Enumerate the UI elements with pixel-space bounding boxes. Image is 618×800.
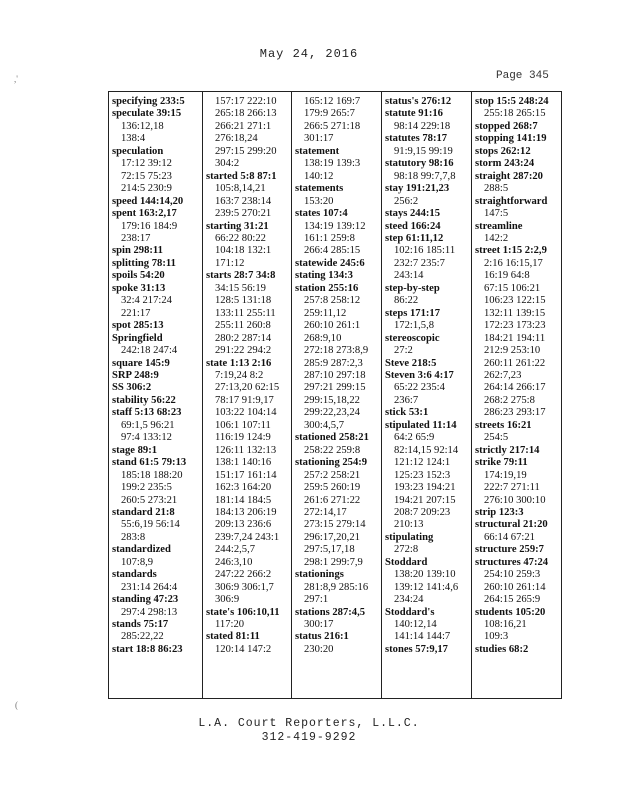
index-entry-reference: 236:7 xyxy=(394,394,419,406)
index-entry-reference: 16:19 64:8 xyxy=(484,270,530,282)
index-entry-reference: 280:2 287:14 xyxy=(215,332,272,344)
index-entry-reference: 174:19,19 xyxy=(484,469,527,481)
index-entry-term: start 18:8 86:23 xyxy=(112,643,183,655)
index-entry-reference: 86:22 xyxy=(394,295,419,307)
index-entry-reference: 132:11 139:15 xyxy=(484,307,546,319)
index-entry-reference: 126:11 132:13 xyxy=(215,444,277,456)
index-entry-reference: 212:9 253:10 xyxy=(484,345,541,357)
index-column-4 xyxy=(381,92,471,698)
index-entry-reference: 297:15 299:20 xyxy=(215,145,277,157)
index-entry-reference: 138:20 139:10 xyxy=(394,569,456,581)
index-entry-term: stating 134:3 xyxy=(295,270,353,282)
index-entry-reference: 210:13 xyxy=(394,519,424,531)
index-entry-term: statements xyxy=(295,183,344,195)
index-entry-reference: 121:12 124:1 xyxy=(394,457,451,469)
index-entry-term: streets 16:21 xyxy=(475,419,532,431)
index-entry-reference: 120:14 147:2 xyxy=(215,643,272,655)
index-entry-reference: 125:23 152:3 xyxy=(394,469,451,481)
index-entry-reference: 104:18 132:1 xyxy=(215,245,272,257)
index-entry-term: street 1:15 2:2,9 xyxy=(475,245,547,257)
page-number: Page 345 xyxy=(496,70,549,82)
index-entry-term: state 1:13 2:16 xyxy=(206,357,272,369)
index-entry-term: Steven 3:6 4:17 xyxy=(385,369,454,381)
index-entry-reference: 105:8,14,21 xyxy=(215,183,266,195)
index-entry-reference: 161:1 259:8 xyxy=(304,232,355,244)
index-entry-reference: 55:6,19 56:14 xyxy=(121,519,180,531)
index-entry-reference: 287:10 297:18 xyxy=(304,369,366,381)
index-entry-term: strip 123:3 xyxy=(475,506,524,518)
transcript-date: May 24, 2016 xyxy=(259,47,359,61)
index-entry-reference: 171:12 xyxy=(215,257,245,269)
index-entry-reference: 260:10 261:1 xyxy=(304,320,361,332)
index-entry-reference: 299:22,23,24 xyxy=(304,407,360,419)
index-entry-term: stay 191:21,23 xyxy=(385,183,450,195)
index-column-1 xyxy=(109,92,202,698)
index-entry-term: speed 144:14,20 xyxy=(112,195,184,207)
index-entry-reference: 297:4 298:13 xyxy=(121,606,178,618)
index-entry-reference: 297:5,17,18 xyxy=(304,544,355,556)
index-entry-reference: 193:23 194:21 xyxy=(394,482,456,494)
index-entry-reference: 184:13 206:19 xyxy=(215,506,277,518)
index-entry-reference: 239:5 270:21 xyxy=(215,208,272,220)
index-entry-reference: 283:8 xyxy=(121,531,146,543)
index-entry-term: statewide 245:6 xyxy=(295,257,365,269)
index-entry-reference: 66:22 80:22 xyxy=(215,232,266,244)
index-entry-term: stand 61:5 79:13 xyxy=(112,457,187,469)
index-entry-reference: 257:8 258:12 xyxy=(304,295,361,307)
index-entry-reference: 163:7 238:14 xyxy=(215,195,272,207)
index-entry-reference: 214:5 230:9 xyxy=(121,183,172,195)
index-entry-term: standing 47:23 xyxy=(112,594,179,606)
index-entry-reference: 64:2 65:9 xyxy=(394,432,435,444)
index-entry-reference: 222:7 271:11 xyxy=(484,482,540,494)
index-entry-reference: 272:8 xyxy=(394,544,419,556)
index-entry-term: stopping 141:19 xyxy=(475,133,547,145)
index-entry-term: stipulating xyxy=(385,531,434,543)
index-entry-reference: 306:9 306:1,7 xyxy=(215,581,274,593)
index-entry-reference: 273:15 279:14 xyxy=(304,519,366,531)
index-entry-term: step 61:11,12 xyxy=(385,232,444,244)
index-entry-term: straightforward xyxy=(475,195,548,207)
index-entry-reference: 266:5 271:18 xyxy=(304,120,361,132)
index-entry-term: stands 75:17 xyxy=(112,619,169,631)
index-entry-term: structures 47:24 xyxy=(475,556,549,568)
index-entry-term: spin 298:11 xyxy=(112,245,163,257)
index-entry-term: statute 91:16 xyxy=(385,108,443,120)
index-entry-term: stones 57:9,17 xyxy=(385,643,448,655)
index-entry-term: stage 89:1 xyxy=(112,444,158,456)
index-entry-reference: 128:5 131:18 xyxy=(215,295,272,307)
footer-company: L.A. Court Reporters, L.L.C. xyxy=(198,717,420,730)
index-entry-reference: 133:11 255:11 xyxy=(215,307,276,319)
index-entry-reference: 27:2 xyxy=(394,345,413,357)
index-entry-term: stated 81:11 xyxy=(206,631,260,643)
index-entry-term: structure 259:7 xyxy=(475,544,544,556)
index-entry-reference: 98:18 99:7,7,8 xyxy=(394,170,456,182)
margin-mark: ,' xyxy=(14,74,18,84)
index-entry-reference: 157:17 222:10 xyxy=(215,96,277,107)
index-entry-reference: 268:9,10 xyxy=(304,332,342,344)
index-entry-term: stops 262:12 xyxy=(475,145,531,157)
index-entry-reference: 139:12 141:4,6 xyxy=(394,581,459,593)
index-entry-reference: 103:22 104:14 xyxy=(215,407,277,419)
index-entry-reference: 34:15 56:19 xyxy=(215,282,266,294)
index-entry-reference: 172:23 173:23 xyxy=(484,320,546,332)
index-entry-term: spoils 54:20 xyxy=(112,270,165,282)
index-entry-term: steed 166:24 xyxy=(385,220,441,232)
index-entry-reference: 181:14 184:5 xyxy=(215,494,272,506)
index-entry-term: stability 56:22 xyxy=(112,394,176,406)
index-entry-reference: 239:7,24 243:1 xyxy=(215,531,280,543)
index-entry-reference: 264:14 266:17 xyxy=(484,382,546,394)
index-entry-reference: 254:5 xyxy=(484,432,509,444)
index-entry-reference: 304:2 xyxy=(215,158,240,170)
index-entry-term: stereoscopic xyxy=(385,332,440,344)
index-entry-term: stipulated 11:14 xyxy=(385,419,457,431)
index-entry-reference: 272:18 273:8,9 xyxy=(304,345,369,357)
index-entry-reference: 194:21 207:15 xyxy=(394,494,456,506)
index-entry-reference: 258:22 259:8 xyxy=(304,444,361,456)
index-entry-reference: 91:9,15 99:19 xyxy=(394,145,453,157)
index-entry-term: staff 5:13 68:23 xyxy=(112,407,182,419)
index-entry-reference: 286:23 293:17 xyxy=(484,407,546,419)
index-entry-reference: 259:11,12 xyxy=(304,307,347,319)
index-entry-reference: 136:12,18 xyxy=(121,120,164,132)
index-entry-reference: 153:20 xyxy=(304,195,334,207)
index-entry-reference: 234:24 xyxy=(394,594,424,606)
index-entry-reference: 242:18 247:4 xyxy=(121,345,178,357)
index-entry-term: square 145:9 xyxy=(112,357,170,369)
index-entry-term: starts 28:7 34:8 xyxy=(206,270,276,282)
index-table xyxy=(108,91,562,699)
index-entry-reference: 117:20 xyxy=(215,619,245,631)
index-entry-reference: 134:19 139:12 xyxy=(304,220,366,232)
index-entry-reference: 97:4 133:12 xyxy=(121,432,172,444)
index-entry-reference: 138:19 139:3 xyxy=(304,158,361,170)
index-entry-reference: 231:14 264:4 xyxy=(121,581,178,593)
index-entry-reference: 255:11 260:8 xyxy=(215,320,271,332)
index-entry-term: speculation xyxy=(112,145,164,157)
index-entry-reference: 108:16,21 xyxy=(484,619,527,631)
index-entry-reference: 243:14 xyxy=(394,270,424,282)
index-entry-reference: 2:16 16:15,17 xyxy=(484,257,543,269)
index-entry-term: studies 68:2 xyxy=(475,643,529,655)
index-entry-reference: 106:1 107:11 xyxy=(215,419,271,431)
index-entry-reference: 184:21 194:11 xyxy=(484,332,546,344)
index-entry-reference: 300:17 xyxy=(304,619,334,631)
index-entry-reference: 141:14 144:7 xyxy=(394,631,451,643)
index-entry-term: spot 285:13 xyxy=(112,320,164,332)
index-entry-reference: 268:2 275:8 xyxy=(484,394,535,406)
index-column-2 xyxy=(202,92,291,698)
index-entry-reference: 260:10 261:14 xyxy=(484,581,546,593)
index-entry-term: spent 163:2,17 xyxy=(112,208,177,220)
index-entry-term: Springfield xyxy=(112,332,163,344)
index-entry-reference: 102:16 185:11 xyxy=(394,245,456,257)
index-entry-term: station 255:16 xyxy=(295,282,359,294)
index-entry-reference: 266:4 285:15 xyxy=(304,245,361,257)
index-entry-reference: 209:13 236:6 xyxy=(215,519,272,531)
index-column-5 xyxy=(471,92,563,698)
index-entry-term: SS 306:2 xyxy=(112,382,152,394)
index-entry-reference: 299:15,18,22 xyxy=(304,394,360,406)
index-entry-reference: 257:2 258:21 xyxy=(304,469,361,481)
index-entry-term: statutes 78:17 xyxy=(385,133,448,145)
index-entry-reference: 291:22 294:2 xyxy=(215,345,272,357)
index-entry-term: specifying 233:5 xyxy=(112,96,185,107)
index-entry-reference: 82:14,15 92:14 xyxy=(394,444,459,456)
index-entry-term: standard 21:8 xyxy=(112,506,175,518)
index-entry-reference: 78:17 91:9,17 xyxy=(215,394,274,406)
index-entry-reference: 208:7 209:23 xyxy=(394,506,451,518)
index-entry-reference: 140:12 xyxy=(304,170,334,182)
index-entry-term: speculate 39:15 xyxy=(112,108,182,120)
index-entry-term: stop 15:5 248:24 xyxy=(475,96,549,107)
margin-mark: ( xyxy=(15,700,18,710)
index-entry-term: standardized xyxy=(112,544,171,556)
index-entry-reference: 116:19 124:9 xyxy=(215,432,271,444)
index-entry-reference: 27:13,20 62:15 xyxy=(215,382,280,394)
index-entry-reference: 179:16 184:9 xyxy=(121,220,178,232)
index-entry-term: stopped 268:7 xyxy=(475,120,538,132)
index-entry-term: states 107:4 xyxy=(295,208,348,220)
index-entry-term: strike 79:11 xyxy=(475,457,528,469)
index-entry-reference: 151:17 161:14 xyxy=(215,469,277,481)
index-entry-reference: 259:5 260:19 xyxy=(304,482,361,494)
index-entry-reference: 306:9 xyxy=(215,594,240,606)
index-entry-reference: 142:2 xyxy=(484,232,509,244)
index-entry-term: started 5:8 87:1 xyxy=(206,170,277,182)
index-entry-term: straight 287:20 xyxy=(475,170,543,182)
index-entry-reference: 264:15 265:9 xyxy=(484,594,541,606)
index-entry-term: Steve 218:5 xyxy=(385,357,437,369)
index-entry-term: students 105:20 xyxy=(475,606,546,618)
index-entry-term: SRP 248:9 xyxy=(112,369,159,381)
index-entry-reference: 109:3 xyxy=(484,631,509,643)
index-entry-reference: 66:14 67:21 xyxy=(484,531,535,543)
index-entry-reference: 147:5 xyxy=(484,208,509,220)
index-entry-term: stationed 258:21 xyxy=(295,432,369,444)
index-column-3 xyxy=(291,92,381,698)
index-entry-term: statement xyxy=(295,145,340,157)
index-entry-reference: 300:4,5,7 xyxy=(304,419,345,431)
index-entry-term: stationing 254:9 xyxy=(295,457,368,469)
index-entry-term: streamline xyxy=(475,220,523,232)
index-entry-reference: 276:10 300:10 xyxy=(484,494,546,506)
index-entry-reference: 260:5 273:21 xyxy=(121,494,178,506)
index-entry-reference: 230:20 xyxy=(304,643,334,655)
index-entry-term: Stoddard's xyxy=(385,606,435,618)
footer-phone: 312-419-9292 xyxy=(261,731,357,744)
index-entry-reference: 272:14,17 xyxy=(304,506,347,518)
index-entry-reference: 265:18 266:13 xyxy=(215,108,277,120)
index-entry-term: statutory 98:16 xyxy=(385,158,454,170)
index-entry-reference: 297:1 xyxy=(304,594,329,606)
index-entry-term: storm 243:24 xyxy=(475,158,535,170)
index-entry-term: strictly 217:14 xyxy=(475,444,540,456)
index-entry-reference: 296:17,20,21 xyxy=(304,531,360,543)
index-entry-reference: 246:3,10 xyxy=(215,556,253,568)
index-entry-reference: 298:1 299:7,9 xyxy=(304,556,363,568)
index-entry-reference: 254:10 259:3 xyxy=(484,569,541,581)
index-entry-reference: 199:2 235:5 xyxy=(121,482,172,494)
index-entry-reference: 288:5 xyxy=(484,183,509,195)
index-entry-term: stationings xyxy=(295,569,344,581)
index-entry-reference: 32:4 217:24 xyxy=(121,295,172,307)
index-entry-reference: 260:11 261:22 xyxy=(484,357,546,369)
index-entry-reference: 140:12,14 xyxy=(394,619,437,631)
index-entry-reference: 238:17 xyxy=(121,232,151,244)
index-entry-reference: 69:1,5 96:21 xyxy=(121,419,175,431)
index-entry-reference: 185:18 188:20 xyxy=(121,469,183,481)
index-entry-term: starting 31:21 xyxy=(206,220,269,232)
index-entry-reference: 138:1 140:16 xyxy=(215,457,272,469)
index-entry-reference: 17:12 39:12 xyxy=(121,158,172,170)
index-entry-term: Stoddard xyxy=(385,556,428,568)
index-entry-reference: 107:8,9 xyxy=(121,556,154,568)
index-entry-term: standards xyxy=(112,569,157,581)
index-entry-reference: 179:9 265:7 xyxy=(304,108,355,120)
index-entry-reference: 7:19,24 8:2 xyxy=(215,369,264,381)
index-entry-reference: 285:22,22 xyxy=(121,631,164,643)
index-entry-reference: 138:4 xyxy=(121,133,146,145)
index-entry-reference: 285:9 287:2,3 xyxy=(304,357,363,369)
index-entry-reference: 256:2 xyxy=(394,195,419,207)
index-entry-term: structural 21:20 xyxy=(475,519,548,531)
index-entry-term: step-by-step xyxy=(385,282,440,294)
index-entry-reference: 247:22 266:2 xyxy=(215,569,272,581)
index-entry-reference: 172:1,5,8 xyxy=(394,320,435,332)
index-entry-term: stays 244:15 xyxy=(385,208,441,220)
index-entry-term: spoke 31:13 xyxy=(112,282,166,294)
index-entry-term: status 216:1 xyxy=(295,631,349,643)
index-entry-reference: 67:15 106:21 xyxy=(484,282,541,294)
index-entry-reference: 266:21 271:1 xyxy=(215,120,272,132)
index-entry-reference: 301:17 xyxy=(304,133,334,145)
index-entry-term: stations 287:4,5 xyxy=(295,606,366,618)
index-entry-reference: 262:7,23 xyxy=(484,369,522,381)
index-entry-term: state's 106:10,11 xyxy=(206,606,280,618)
index-entry-term: status's 276:12 xyxy=(385,96,452,107)
index-entry-reference: 276:18,24 xyxy=(215,133,258,145)
index-entry-term: steps 171:17 xyxy=(385,307,441,319)
index-entry-reference: 255:18 265:15 xyxy=(484,108,546,120)
index-entry-reference: 98:14 229:18 xyxy=(394,120,451,132)
index-entry-reference: 281:8,9 285:16 xyxy=(304,581,369,593)
index-entry-reference: 232:7 235:7 xyxy=(394,257,445,269)
index-entry-reference: 297:21 299:15 xyxy=(304,382,366,394)
index-entry-reference: 106:23 122:15 xyxy=(484,295,546,307)
index-entry-reference: 165:12 169:7 xyxy=(304,96,361,107)
index-entry-term: splitting 78:11 xyxy=(112,257,176,269)
index-entry-reference: 221:17 xyxy=(121,307,151,319)
index-entry-reference: 244:2,5,7 xyxy=(215,544,256,556)
index-entry-reference: 72:15 75:23 xyxy=(121,170,172,182)
index-entry-reference: 65:22 235:4 xyxy=(394,382,445,394)
index-entry-reference: 261:6 271:22 xyxy=(304,494,361,506)
index-entry-reference: 162:3 164:20 xyxy=(215,482,272,494)
index-entry-term: stick 53:1 xyxy=(385,407,429,419)
